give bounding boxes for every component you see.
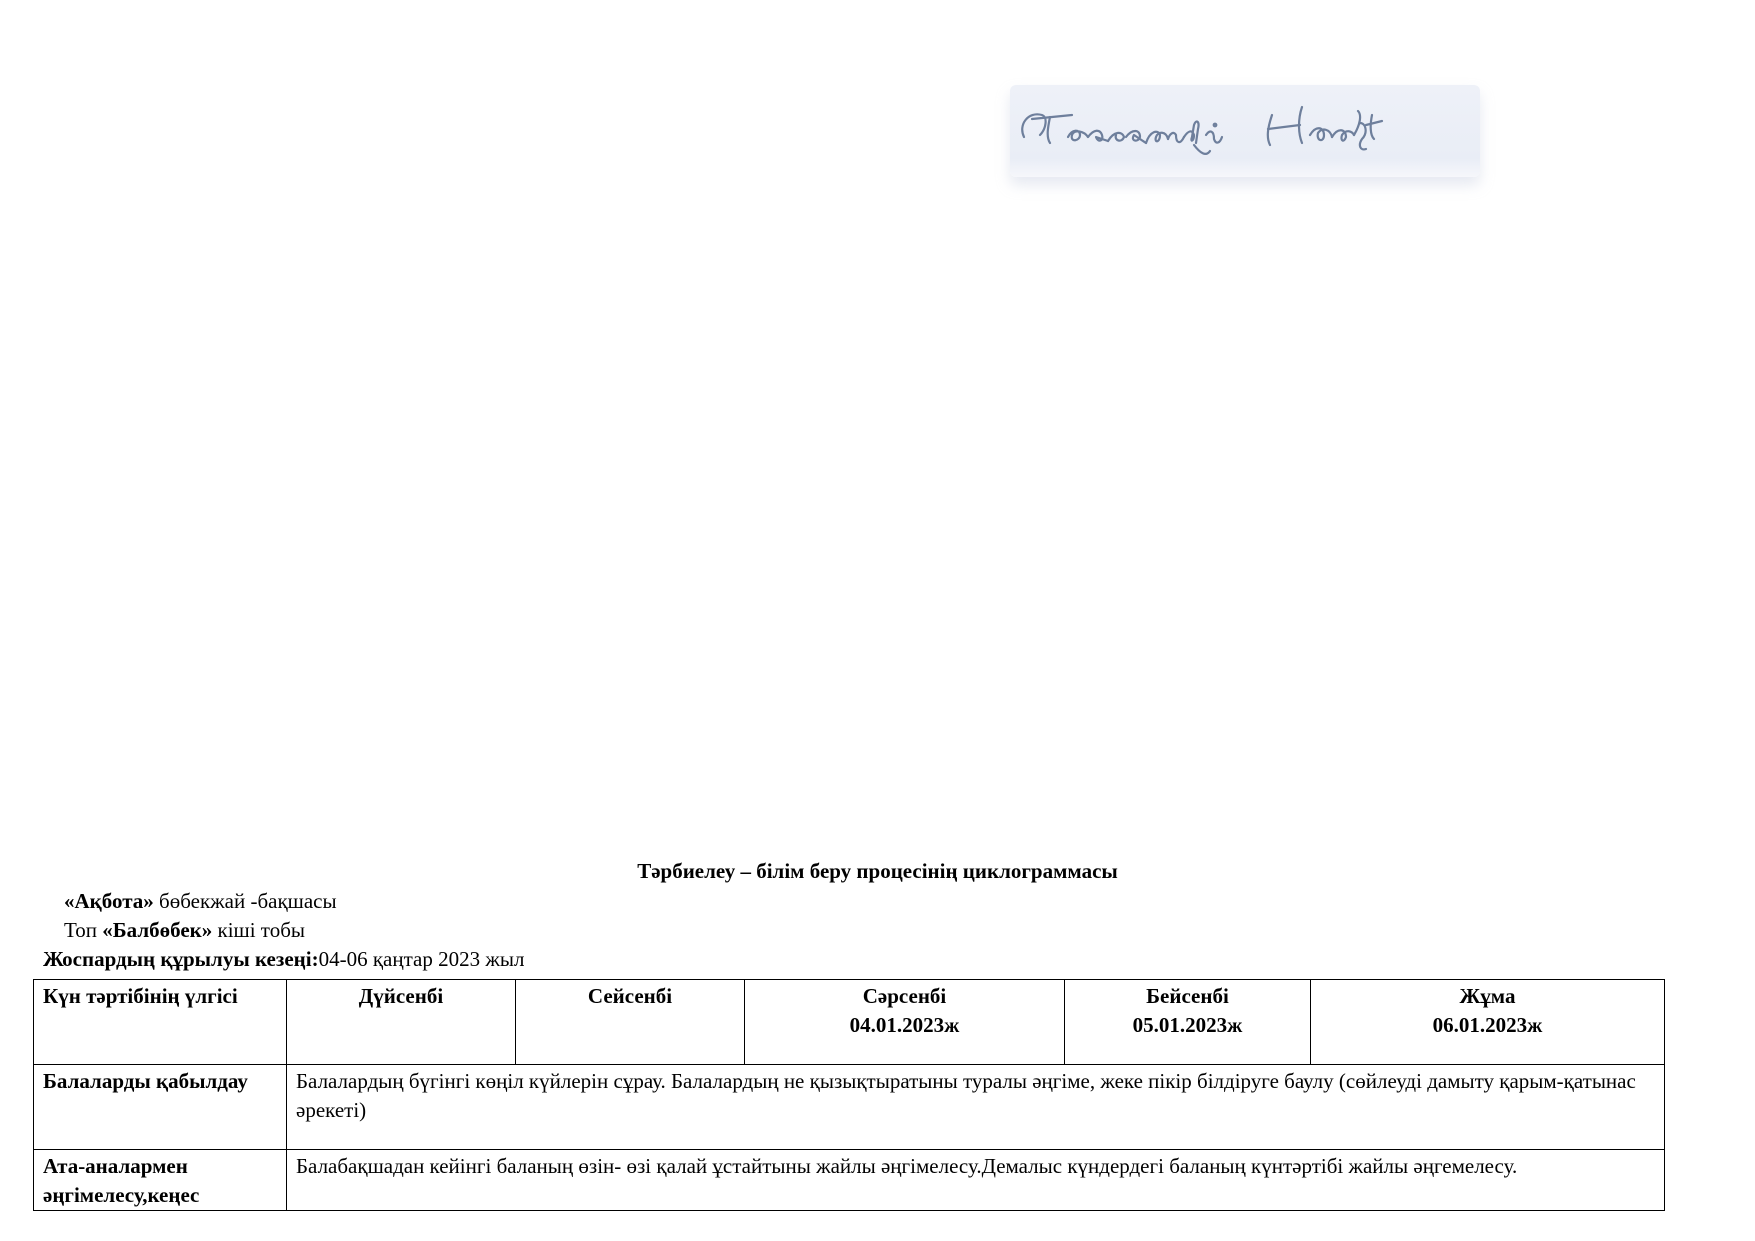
group-prefix: Топ bbox=[64, 918, 97, 942]
header-thursday bbox=[1065, 980, 1311, 1065]
group-line bbox=[64, 917, 305, 943]
period-line bbox=[43, 946, 524, 972]
row-label: Ата-аналармен әңгімелесу,кеңес bbox=[34, 1150, 287, 1211]
kindergarten-name: «Ақбота» bbox=[64, 889, 154, 913]
handwritten-approval-signature-icon bbox=[1010, 85, 1480, 177]
group-name: «Балбөбек» bbox=[102, 918, 213, 942]
header-wednesday-day: Сәрсенбі bbox=[862, 984, 947, 1008]
approval-stamp bbox=[1010, 85, 1480, 177]
period-value: 04-06 қаңтар 2023 жыл bbox=[318, 947, 525, 971]
table-header-row bbox=[34, 980, 1665, 1065]
header-wednesday-date: 04.01.2023ж bbox=[849, 1013, 960, 1037]
row-text: Балалардың бүгінгі көңіл күйлерін сұрау. Балалардың не қызықтыратыны туралы әңгіме, жеке пікір білдіруге баулу (сөйлеуді дамыту қарым-қатынас әрекеті) bbox=[287, 1065, 1665, 1150]
row-label: Балаларды қабылдау bbox=[34, 1065, 287, 1150]
header-friday-date: 06.01.2023ж bbox=[1432, 1013, 1543, 1037]
header-tuesday: Сейсенбі bbox=[516, 980, 745, 1065]
table-row bbox=[34, 1065, 1665, 1150]
header-monday: Дүйсенбі bbox=[287, 980, 516, 1065]
kindergarten-line bbox=[64, 888, 337, 914]
table-row bbox=[34, 1150, 1665, 1211]
document-title: Тәрбиелеу – білім беру процесінің циклограммасы bbox=[637, 859, 1118, 883]
header-thursday-day: Бейсенбі bbox=[1146, 984, 1229, 1008]
header-schedule: Күн тәртібінің үлгісі bbox=[34, 980, 287, 1065]
period-label: Жоспардың құрылуы кезеңі: bbox=[43, 947, 319, 971]
header-thursday-date: 05.01.2023ж bbox=[1132, 1013, 1243, 1037]
group-suffix: кіші тобы bbox=[217, 918, 305, 942]
header-friday-day: Жұма bbox=[1459, 984, 1516, 1008]
header-wednesday bbox=[745, 980, 1065, 1065]
row-text: Балабақшадан кейінгі баланың өзін- өзі қалай ұстайтыны жайлы әңгімелесу.Демалыс күндердегі баланың күнтәртібі жайлы әңгемелесу. bbox=[287, 1150, 1665, 1211]
schedule-table bbox=[33, 979, 1665, 1211]
kindergarten-suffix: бөбекжай -бақшасы bbox=[159, 889, 337, 913]
header-friday bbox=[1311, 980, 1665, 1065]
